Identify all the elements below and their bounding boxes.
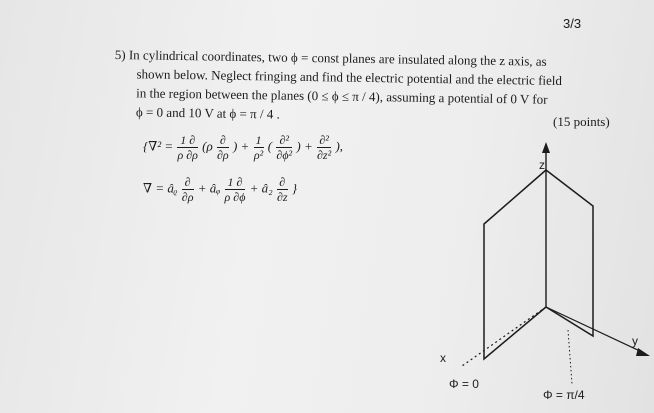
x-axis <box>462 307 546 366</box>
gradient-suffix: } <box>291 180 298 196</box>
y-axis-arrow <box>636 348 650 356</box>
fraction-numerator: ∂ <box>217 133 229 148</box>
fraction-numerator: ∂² <box>276 133 292 148</box>
plane-pi4-leader <box>568 330 572 384</box>
laplacian-suffix: ), <box>335 138 344 154</box>
problem-line-2: shown below. Neglect fringing and find the electric potential and the electric field <box>136 66 563 89</box>
fraction-numerator: ∂² <box>317 133 331 148</box>
fraction-denominator: ∂ρ <box>181 190 194 204</box>
y-axis <box>546 307 642 352</box>
fraction-denominator: ∂z <box>276 190 288 204</box>
laplacian-term: (ρ <box>202 138 213 154</box>
fraction-numerator: 1 ∂ <box>177 133 197 148</box>
laplacian-term: ( <box>267 138 273 154</box>
x-axis-label: x <box>440 351 446 365</box>
page-number: 3/3 <box>563 16 582 31</box>
fraction-denominator: ∂z² <box>317 148 332 162</box>
laplacian-prefix: {∇² = <box>143 138 174 154</box>
y-axis-label: y <box>632 334 638 348</box>
fraction-numerator: ∂ <box>182 175 194 190</box>
fraction-denominator: ∂ϕ² <box>276 148 293 162</box>
fraction-denominator: ρ ∂ρ <box>177 148 198 162</box>
points-label: (15 points) <box>553 114 610 129</box>
gradient-prefix: ∇ = âᵨ <box>143 180 178 196</box>
plane-phi-pi4 <box>546 170 593 336</box>
plane-phi-0 <box>484 170 546 359</box>
problem-line-4: ϕ = 0 and 10 V at ϕ = π / 4 . <box>135 104 280 122</box>
fraction-numerator: ∂ <box>277 175 288 190</box>
plane-phi-pi4-label: Φ = π/4 <box>543 388 585 402</box>
fraction-numerator: 1 ∂ <box>225 175 246 190</box>
z-axis-label: z <box>539 158 545 172</box>
fraction-numerator: 1 <box>255 133 262 147</box>
z-axis-arrow <box>542 142 550 153</box>
problem-line-1: 5) In cylindrical coordinates, two ϕ = const planes are insulated along the z axis, as <box>114 46 547 69</box>
fraction-denominator: ρ ∂ϕ <box>224 190 246 204</box>
laplacian-term: ) + <box>296 138 313 154</box>
gradient-term: + â₂ <box>249 180 273 196</box>
problem-line-3: in the region between the planes (0 ≤ ϕ ≤ π / 4), assuming a potential of 0 V for <box>136 85 548 107</box>
fraction-denominator: ∂ρ <box>216 148 229 162</box>
fraction-denominator: ρ² <box>253 148 264 162</box>
laplacian-term: ) + <box>232 138 250 154</box>
plane-phi-0-label: Φ = 0 <box>449 377 479 391</box>
gradient-term: + âᵩ <box>197 180 221 196</box>
